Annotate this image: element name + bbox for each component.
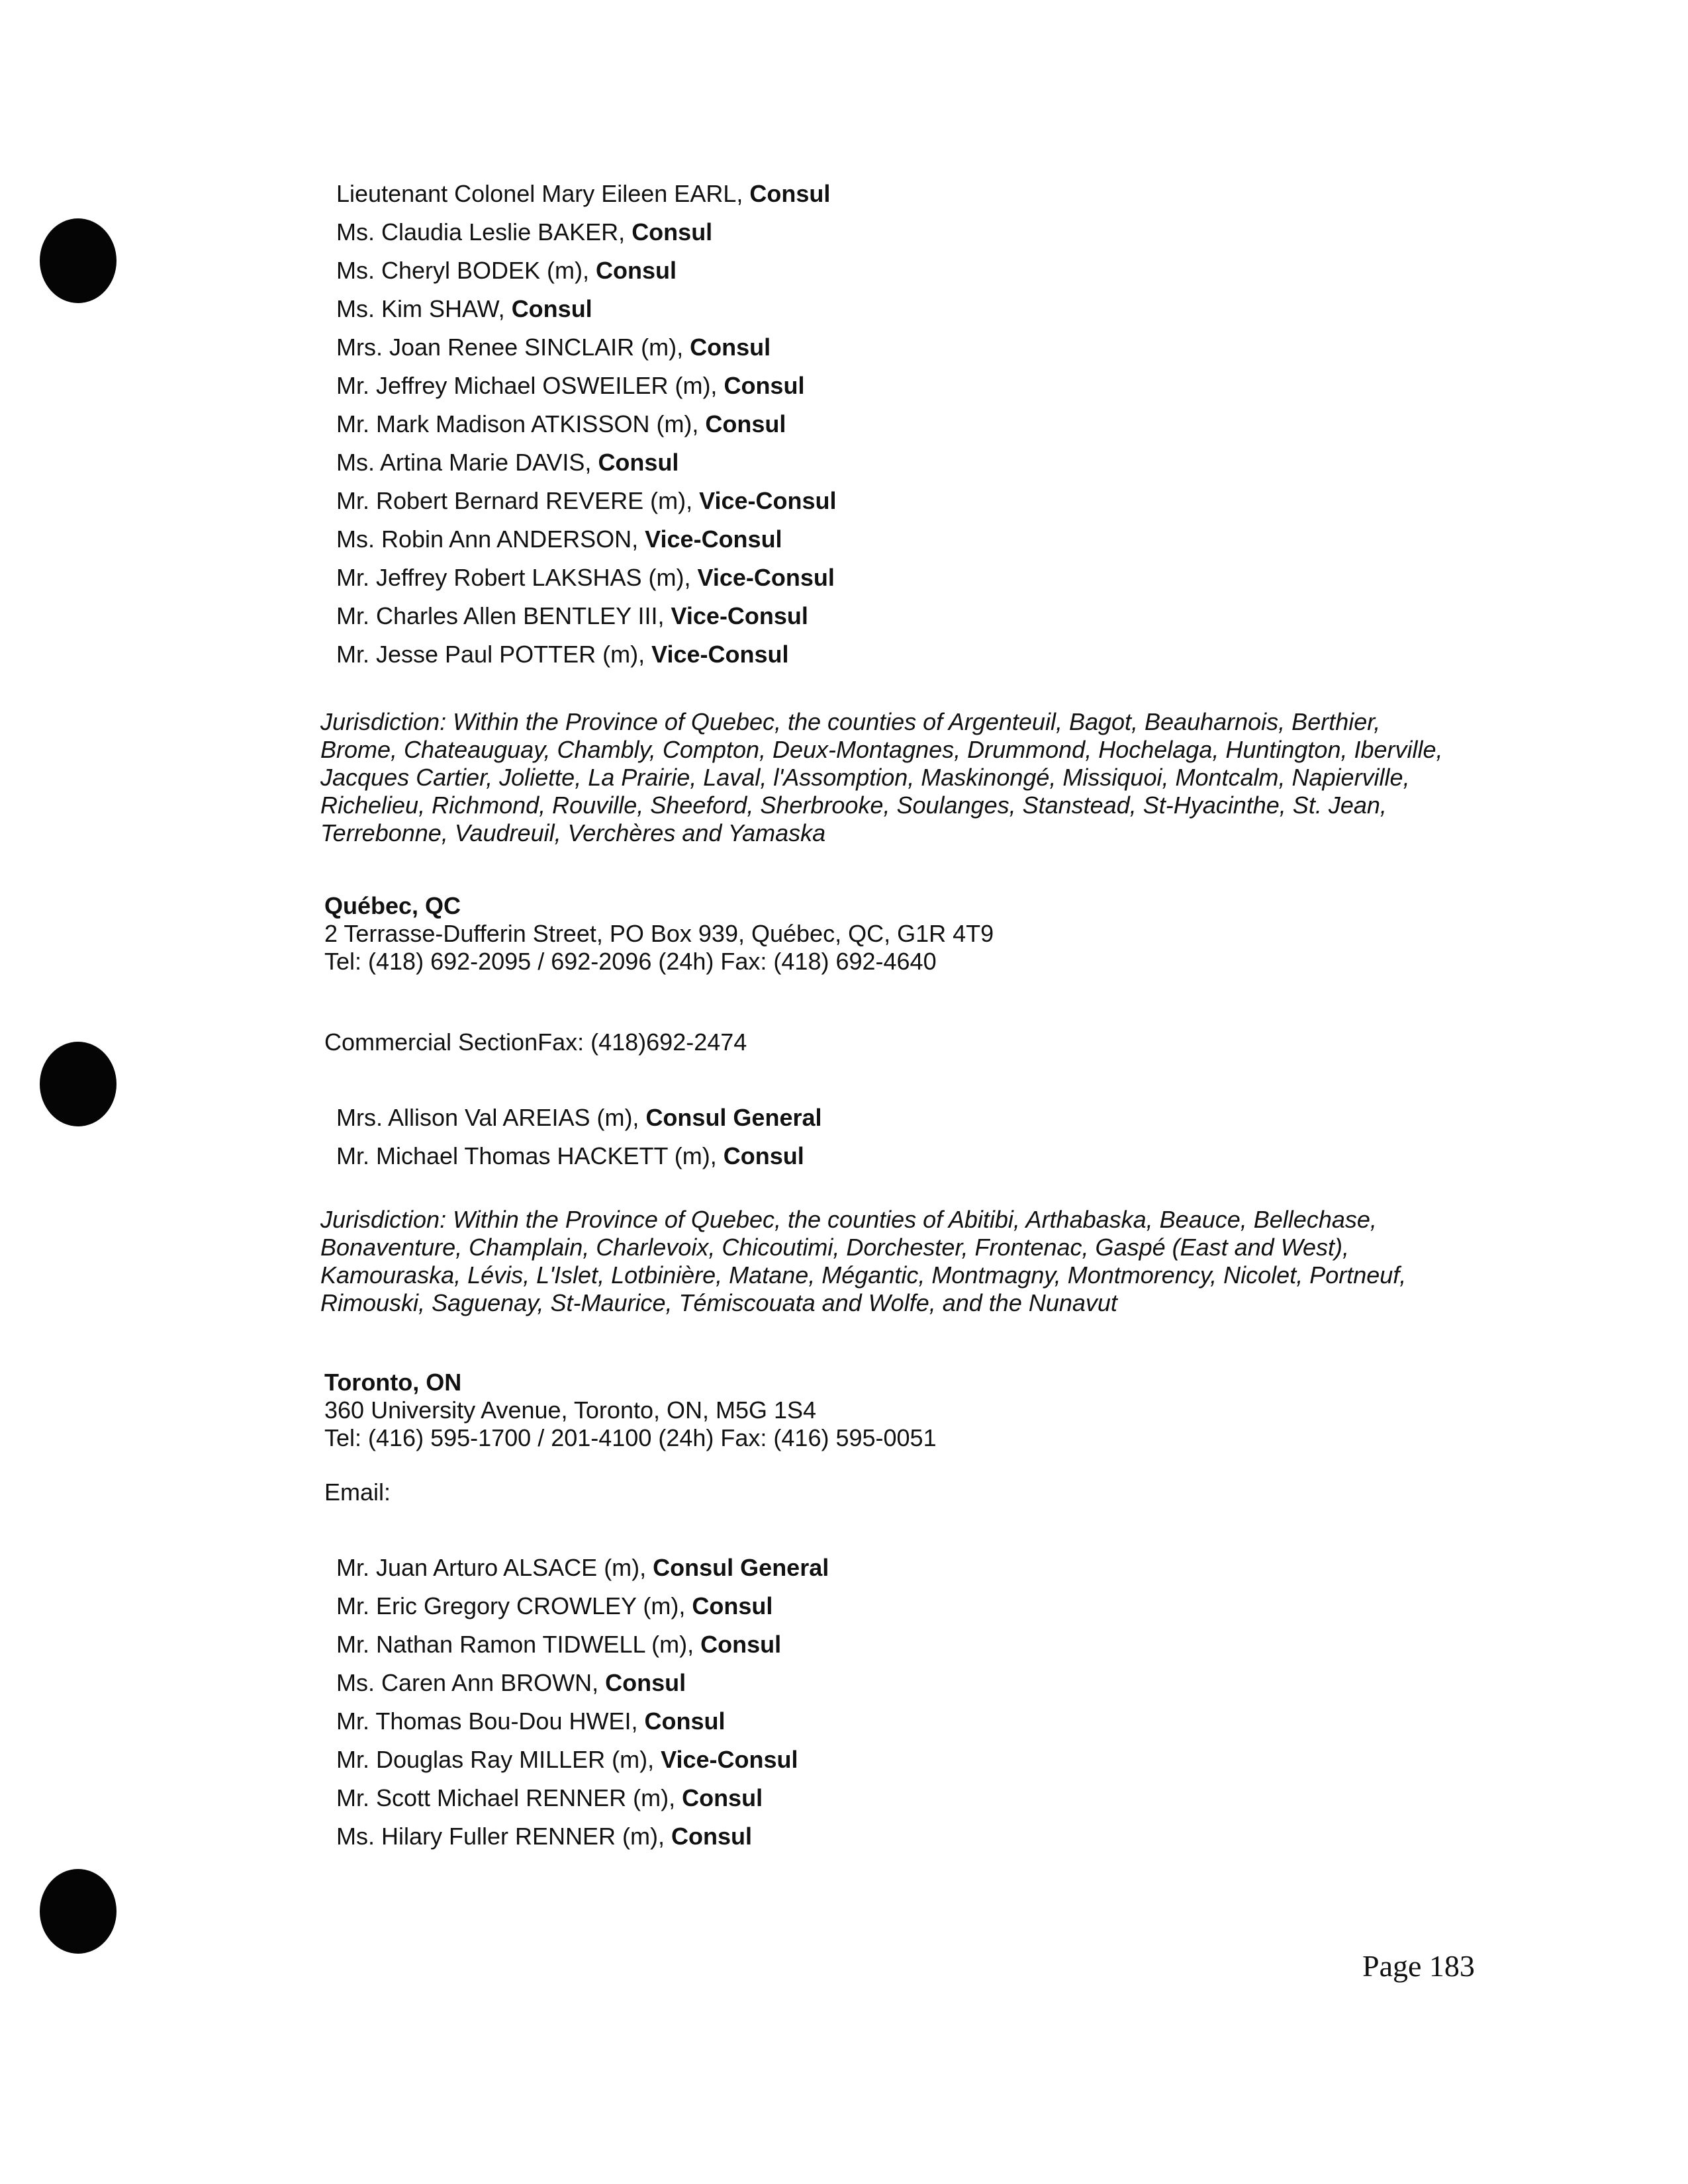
staff-title: Vice-Consul [651,641,789,668]
page-number: Page 183 [1362,1949,1475,1983]
staff-title: Consul [692,1592,773,1619]
staff-entry [336,597,837,635]
staff-entry [336,251,837,290]
commercial-section: Commercial SectionFax: (418)692-2474 [324,1028,747,1056]
binder-hole [40,1869,117,1954]
staff-entry [336,559,837,597]
binder-hole [40,1042,117,1126]
office-city: Toronto, ON [324,1369,462,1396]
staff-title: Vice-Consul [699,487,837,514]
staff-title: Consul [632,218,713,246]
staff-title: Consul [671,1823,753,1850]
office-phone: Tel: (416) 595-1700 / 201-4100 (24h) Fax: (416) 595-0051 [324,1424,937,1451]
staff-name: Mr. Nathan Ramon TIDWELL (m), [336,1631,701,1658]
staff-entry [336,213,837,251]
montreal-staff-list [336,175,837,674]
toronto-office [324,1369,937,1452]
staff-entry [336,1099,822,1137]
staff-entry [336,482,837,520]
staff-name: Mr. Thomas Bou-Dou HWEI, [336,1707,645,1735]
staff-name: Ms. Claudia Leslie BAKER, [336,218,632,246]
staff-entry [336,367,837,405]
staff-entry [336,635,837,674]
staff-title: Consul [644,1707,726,1735]
staff-entry [336,1664,829,1702]
staff-name: Ms. Kim SHAW, [336,295,512,322]
quebec-staff-list [336,1099,822,1175]
staff-name: Mr. Charles Allen BENTLEY III, [336,602,671,629]
staff-entry [336,405,837,443]
staff-name: Mr. Eric Gregory CROWLEY (m), [336,1592,692,1619]
staff-name: Mr. Scott Michael RENNER (m), [336,1784,682,1811]
montreal-jurisdiction: Jurisdiction: Within the Province of Quebec, the counties of Argenteuil, Bagot, Beauharnois, Berthier, Brome, Chateauguay, Chambly, Compton, Deux-Montagnes, Drummond, Hochelaga, Huntington, Iberville, Jacques Cartier, Joliette, La Prairie, Laval, l'Assomption, Maskinongé, Missiquoi, Montcalm, Napierville, Richelieu, Richmond, Rouville, Sheeford, Sherbrooke, Soulanges, Stanstead, St-Hyacinthe, St. Jean, Terrebonne, Vaudreuil, Verchères and Yamaska [320,708,1443,846]
staff-entry [336,1625,829,1664]
staff-title: Consul [511,295,592,322]
staff-name: Mr. Jeffrey Robert LAKSHAS (m), [336,564,698,591]
staff-name: Mr. Mark Madison ATKISSON (m), [336,410,706,437]
office-phone: Tel: (418) 692-2095 / 692-2096 (24h) Fax: (418) 692-4640 [324,948,937,975]
staff-name: Mr. Jesse Paul POTTER (m), [336,641,652,668]
staff-title: Consul General [645,1104,822,1131]
staff-entry [336,328,837,367]
staff-name: Mr. Robert Bernard REVERE (m), [336,487,700,514]
staff-title: Vice-Consul [671,602,808,629]
staff-title: Consul [598,449,679,476]
staff-entry [336,1817,829,1856]
staff-title: Consul [690,334,771,361]
staff-name: Ms. Cheryl BODEK (m), [336,257,596,284]
office-city: Québec, QC [324,892,461,919]
staff-entry [336,1549,829,1587]
staff-title: Consul [700,1631,782,1658]
staff-title: Consul [723,1142,804,1169]
staff-entry [336,1702,829,1741]
staff-name: Mr. Juan Arturo ALSACE (m), [336,1554,653,1581]
binder-hole [40,218,117,303]
toronto-staff-list [336,1549,829,1856]
staff-title: Vice-Consul [661,1746,798,1773]
staff-name: Mr. Douglas Ray MILLER (m), [336,1746,661,1773]
staff-title: Vice-Consul [645,525,782,553]
staff-entry [336,1779,829,1817]
staff-name: Lieutenant Colonel Mary Eileen EARL, [336,180,750,207]
staff-title: Vice-Consul [697,564,835,591]
staff-title: Consul [596,257,677,284]
staff-title: Consul [724,372,805,399]
staff-name: Ms. Robin Ann ANDERSON, [336,525,645,553]
staff-title: Consul [749,180,831,207]
staff-name: Mrs. Joan Renee SINCLAIR (m), [336,334,690,361]
staff-title: Consul [605,1669,686,1696]
quebec-office [324,892,994,976]
staff-name: Mr. Michael Thomas HACKETT (m), [336,1142,724,1169]
office-address: 360 University Avenue, Toronto, ON, M5G 1S4 [324,1396,817,1424]
staff-entry [336,1137,822,1175]
staff-entry [336,1741,829,1779]
staff-name: Ms. Artina Marie DAVIS, [336,449,598,476]
staff-title: Consul [705,410,786,437]
staff-entry [336,290,837,328]
staff-title: Consul [682,1784,763,1811]
email-label: Email: [324,1479,391,1506]
staff-entry [336,443,837,482]
staff-entry [336,175,837,213]
staff-name: Ms. Hilary Fuller RENNER (m), [336,1823,672,1850]
staff-entry [336,1587,829,1625]
staff-entry [336,520,837,559]
staff-name: Ms. Caren Ann BROWN, [336,1669,606,1696]
quebec-jurisdiction: Jurisdiction: Within the Province of Quebec, the counties of Abitibi, Arthabaska, Beauce, Bellechase, Bonaventure, Champlain, Charlevoix, Chicoutimi, Dorchester, Frontenac, Gaspé (East and West), Kamouraska, Lévis, L'Islet, Lotbinière, Matane, Mégantic, Montmagny, Montmorency, Nicolet, Portneuf, Rimouski, Saguenay, St-Maurice, Témiscouata and Wolfe, and the Nunavut [320,1206,1407,1316]
staff-name: Mrs. Allison Val AREIAS (m), [336,1104,646,1131]
staff-name: Mr. Jeffrey Michael OSWEILER (m), [336,372,724,399]
staff-title: Consul General [653,1554,829,1581]
office-address: 2 Terrasse-Dufferin Street, PO Box 939, Québec, QC, G1R 4T9 [324,920,994,947]
